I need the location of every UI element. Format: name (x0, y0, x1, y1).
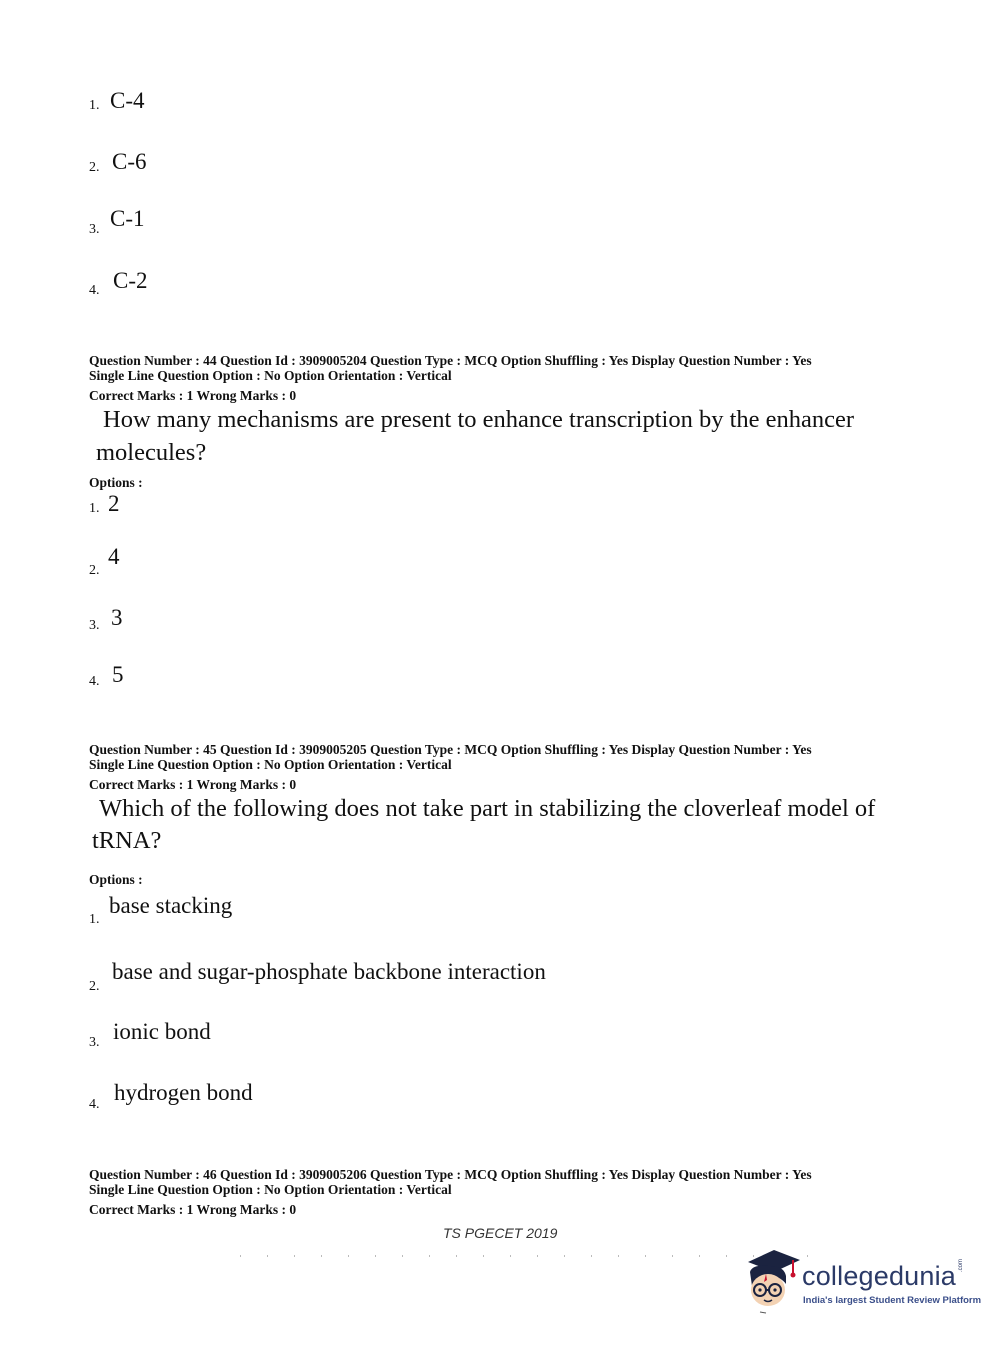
option-text: C-4 (110, 88, 145, 113)
option-text: base stacking (109, 893, 233, 918)
logo-com: .com (958, 1258, 964, 1272)
option-number: 2. (89, 563, 100, 578)
logo-wordmark: collegedunia (802, 1261, 957, 1291)
question-meta-line2: Single Line Question Option : No Option Orientation : Vertical (89, 1182, 452, 1197)
scan-divider (240, 1244, 820, 1246)
option-text: 5 (112, 662, 124, 687)
option-number: 3. (89, 222, 100, 237)
graduate-mascot-icon (740, 1246, 800, 1314)
option-number: 3. (89, 1035, 100, 1050)
option-text: base and sugar-phosphate backbone interaction (112, 959, 546, 984)
option-number: 4. (89, 283, 100, 298)
option-text: ionic bond (113, 1019, 211, 1044)
option-number: 1. (89, 98, 100, 113)
question-meta-line1: Question Number : 46 Question Id : 3909005206 Question Type : MCQ Option Shuffling : Yes Display Question Number : Yes (89, 1167, 812, 1182)
footer-title: TS PGECET 2019 (443, 1225, 558, 1241)
options-label: Options : (89, 872, 143, 887)
option-text: 3 (111, 605, 123, 630)
logo-tagline: India's largest Student Review Platform (803, 1295, 982, 1306)
option-number: 1. (89, 501, 100, 516)
collegedunia-logo[interactable] (740, 1246, 982, 1318)
question-text-line2: molecules? (96, 439, 207, 466)
question-meta-line2: Single Line Question Option : No Option Orientation : Vertical (89, 368, 452, 383)
option-number: 1. (89, 912, 100, 927)
options-label: Options : (89, 475, 143, 490)
option-number: 2. (89, 979, 100, 994)
option-number: 2. (89, 160, 100, 175)
option-text: 4 (108, 544, 120, 569)
option-number: 4. (89, 674, 100, 689)
question-marks: Correct Marks : 1 Wrong Marks : 0 (89, 777, 297, 792)
option-text: C-2 (113, 268, 148, 293)
question-marks: Correct Marks : 1 Wrong Marks : 0 (89, 1202, 297, 1217)
option-number: 4. (89, 1097, 100, 1112)
question-meta-line1: Question Number : 44 Question Id : 3909005204 Question Type : MCQ Option Shuffling : Yes Display Question Number : Yes (89, 353, 812, 368)
dotted-divider (240, 1255, 820, 1257)
question-meta-line1: Question Number : 45 Question Id : 3909005205 Question Type : MCQ Option Shuffling : Yes Display Question Number : Yes (89, 742, 812, 757)
option-text: 2 (108, 491, 120, 516)
option-text: hydrogen bond (114, 1080, 253, 1105)
question-text-line1: How many mechanisms are present to enhance transcription by the enhancer (103, 406, 855, 433)
option-text: C-6 (112, 149, 147, 174)
option-number: 3. (89, 618, 100, 633)
option-text: C-1 (110, 206, 145, 231)
question-marks: Correct Marks : 1 Wrong Marks : 0 (89, 388, 297, 403)
question-text-line1: Which of the following does not take part in stabilizing the cloverleaf model of (99, 795, 876, 822)
question-text-line2: tRNA? (92, 827, 162, 854)
question-meta-line2: Single Line Question Option : No Option Orientation : Vertical (89, 757, 452, 772)
